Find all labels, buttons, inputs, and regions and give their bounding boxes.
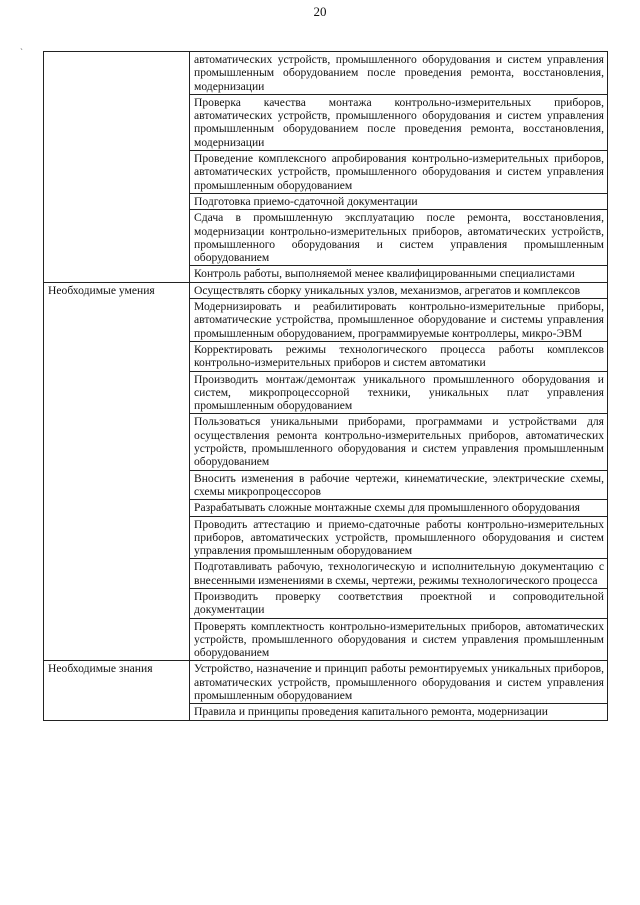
requirement-text: Проверка качества монтажа контрольно-измерительных приборов, автоматических устройств, промышленного оборудования и систем управления промышленным оборудованием после проведения ремонта, восстановления, модернизации <box>194 95 604 149</box>
requirement-cell <box>190 661 608 704</box>
requirement-text: Проверять комплектность контрольно-измерительных приборов, автоматических устройств, промышленного оборудования и систем управления промышленным оборудованием <box>194 619 604 660</box>
section-label-cell <box>44 282 190 661</box>
page-number: 20 <box>313 4 327 19</box>
requirement-cell <box>190 500 608 516</box>
table-row <box>44 52 608 95</box>
requirement-cell <box>190 282 608 298</box>
section-label-cell <box>44 52 190 283</box>
requirement-text: Подготовка приемо-сдаточной документации <box>194 194 418 208</box>
requirement-text: Пользоваться уникальными приборами, программами и устройствами для осуществления ремонта контрольно-измерительных приборов, автоматических устройств, промышленного оборудования и систем управления промышленным оборудованием <box>194 415 604 469</box>
requirement-text: Контроль работы, выполняемой менее квалифицированными специалистами <box>194 267 575 281</box>
scan-mark: ` <box>20 47 23 57</box>
requirements-table <box>43 51 608 721</box>
requirement-text: Производить проверку соответствия проектной и сопроводительной документации <box>194 589 604 617</box>
table-row <box>44 661 608 704</box>
requirement-text: Устройство, назначение и принцип работы ремонтируемых уникальных приборов, автоматических устройств, промышленного оборудования и систем управления промышленным оборудованием <box>194 662 604 703</box>
section-label: Необходимые знания <box>48 662 153 676</box>
requirement-cell <box>190 210 608 266</box>
requirement-cell <box>190 52 608 95</box>
requirement-cell <box>190 414 608 470</box>
requirement-text: Модернизировать и реабилитировать контрольно-измерительные приборы, автоматические устройства, промышленное оборудование и системы управления промышленным оборудованием, программируемые контроллеры, микро-ЭВМ <box>194 300 604 340</box>
requirement-text: Осуществлять сборку уникальных узлов, механизмов, агрегатов и комплексов <box>194 283 581 297</box>
requirement-cell <box>190 588 608 618</box>
requirement-text: Проводить аттестацию и приемо-сдаточные работы контрольно-измерительных приборов, автоматических устройств, промышленного оборудования и систем управления промышленным оборудованием <box>194 517 604 558</box>
section-label: Необходимые умения <box>48 283 155 297</box>
section-label-cell <box>44 661 190 720</box>
requirement-cell <box>190 94 608 150</box>
requirement-text: Правила и принципы проведения капитального ремонта, модернизации <box>194 705 548 719</box>
requirement-text: автоматических устройств, промышленного оборудования и систем управления промышленным оборудованием после проведения ремонта, восстановления, модернизации <box>194 53 604 93</box>
requirement-cell <box>190 371 608 414</box>
requirement-text: Сдача в промышленную эксплуатацию после ремонта, восстановления, модернизации контрольно-измерительных приборов, автоматических устройств, промышленного оборудования и систем управления промышленным оборудованием <box>194 211 604 265</box>
requirement-cell <box>190 618 608 661</box>
requirement-cell <box>190 266 608 282</box>
requirement-cell <box>190 193 608 209</box>
requirement-text: Проведение комплексного апробирования контрольно-измерительных приборов, автоматических устройств, промышленного оборудования и систем управления промышленным оборудованием <box>194 152 604 192</box>
requirement-cell <box>190 559 608 589</box>
requirement-text: Подготавливать рабочую, технологическую и исполнительную документацию с внесенными изменениями в схемы, чертежи, режимы технологического процесса <box>194 560 604 587</box>
requirement-cell <box>190 470 608 500</box>
requirement-cell <box>190 299 608 342</box>
requirement-cell <box>190 341 608 371</box>
requirement-text: Разрабатывать сложные монтажные схемы для промышленного оборудования <box>194 501 580 515</box>
requirement-text: Производить монтаж/демонтаж уникального промышленного оборудования и систем, микропроцессорной техники, уникальных плат управления промышленным оборудованием <box>194 372 604 413</box>
table-row <box>44 282 608 298</box>
requirements-table-body <box>44 52 608 721</box>
requirement-cell <box>190 516 608 559</box>
requirement-cell <box>190 704 608 720</box>
requirement-text: Корректировать режимы технологического процесса работы комплексов контрольно-измерительных приборов и систем автоматики <box>194 342 604 370</box>
requirement-cell <box>190 151 608 194</box>
requirement-text: Вносить изменения в рабочие чертежи, кинематические, электрические схемы, схемы микропроцессоров <box>194 471 604 498</box>
